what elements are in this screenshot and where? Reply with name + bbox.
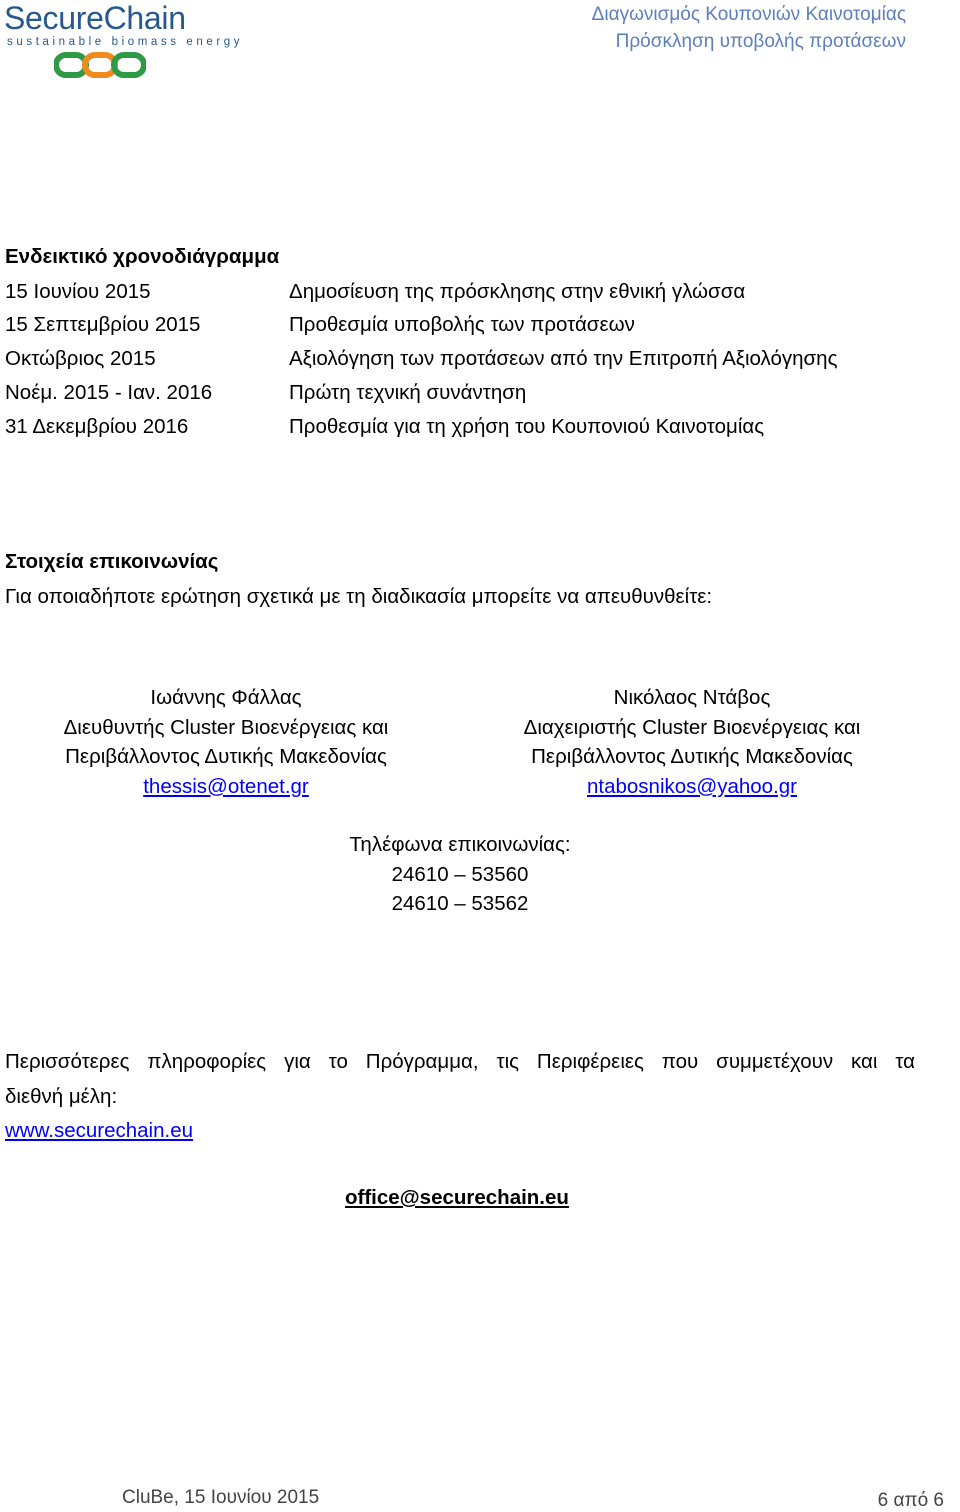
more-info-text: Περισσότερες πληροφορίες για το Πρόγραμμα, τις Περιφέρειες που συμμετέχουν και τα xyxy=(5,1050,915,1073)
contact-card-ntavos xyxy=(492,683,892,801)
page-number: 6 από 6 xyxy=(877,1490,944,1511)
chain-links-icon xyxy=(54,50,146,80)
website-link[interactable]: www.securechain.eu xyxy=(5,1119,194,1142)
header-subtitle: Πρόσκληση υποβολής προτάσεων xyxy=(615,31,906,52)
contact-heading: Στοιχεία επικοινωνίας xyxy=(5,550,219,573)
phones-block xyxy=(0,830,920,919)
contact-email-link[interactable]: ntabosnikos@yahoo.gr xyxy=(587,774,797,798)
contact-card-fallas xyxy=(26,683,426,801)
phones-label: Τηλέφωνα επικοινωνίας: xyxy=(349,833,571,856)
schedule-desc: Αξιολόγηση των προτάσεων από την Επιτροπή Αξιολόγησης xyxy=(289,347,838,370)
contact-name: Νικόλαος Ντάβος xyxy=(613,686,771,709)
schedule-date: 15 Ιουνίου 2015 xyxy=(5,280,151,303)
schedule-heading: Ενδεικτικό χρονοδιάγραμμα xyxy=(5,245,280,268)
phone-number: 24610 – 53560 xyxy=(391,862,529,886)
schedule-date: Οκτώβριος 2015 xyxy=(5,347,156,370)
logo-tagline: sustainable biomass energy xyxy=(7,36,244,48)
securechain-logo xyxy=(4,0,244,82)
contact-role: Περιβάλλοντος Δυτικής Μακεδονίας xyxy=(65,745,387,768)
schedule-date: Νοέμ. 2015 - Ιαν. 2016 xyxy=(5,381,213,404)
contact-intro: Για οποιαδήποτε ερώτηση σχετικά με τη διαδικασία μπορείτε να απευθυνθείτε: xyxy=(5,585,713,608)
contact-role: Διευθυντής Cluster Βιοενέργειας και xyxy=(63,715,389,739)
schedule-desc: Πρώτη τεχνική συνάντηση xyxy=(289,381,527,404)
header-title: Διαγωνισμός Κουπονιών Καινοτομίας xyxy=(591,4,906,25)
contact-email-link[interactable]: thessis@otenet.gr xyxy=(143,774,309,798)
contact-name: Ιωάννης Φάλλας xyxy=(150,686,302,709)
schedule-desc: Προθεσμία για τη χρήση του Κουπονιού Καινοτομίας xyxy=(289,415,765,438)
footer-left: CluBe, 15 Ιουνίου 2015 xyxy=(122,1487,320,1508)
contact-role: Περιβάλλοντος Δυτικής Μακεδονίας xyxy=(531,745,853,768)
schedule-date: 15 Σεπτεμβρίου 2015 xyxy=(5,313,201,336)
schedule-desc: Δημοσίευση της πρόσκλησης στην εθνική γλώσσα xyxy=(289,280,746,303)
office-email-link[interactable]: office@securechain.eu xyxy=(345,1186,569,1209)
contact-role: Διαχειριστής Cluster Βιοενέργειας και xyxy=(523,715,861,739)
schedule-desc: Προθεσμία υποβολής των προτάσεων xyxy=(289,313,635,336)
logo-title: SecureChain xyxy=(4,0,186,36)
schedule-date: 31 Δεκεμβρίου 2016 xyxy=(5,415,189,438)
more-info-text-cont: διεθνή μέλη: xyxy=(5,1085,118,1108)
phone-number: 24610 – 53562 xyxy=(391,892,529,915)
